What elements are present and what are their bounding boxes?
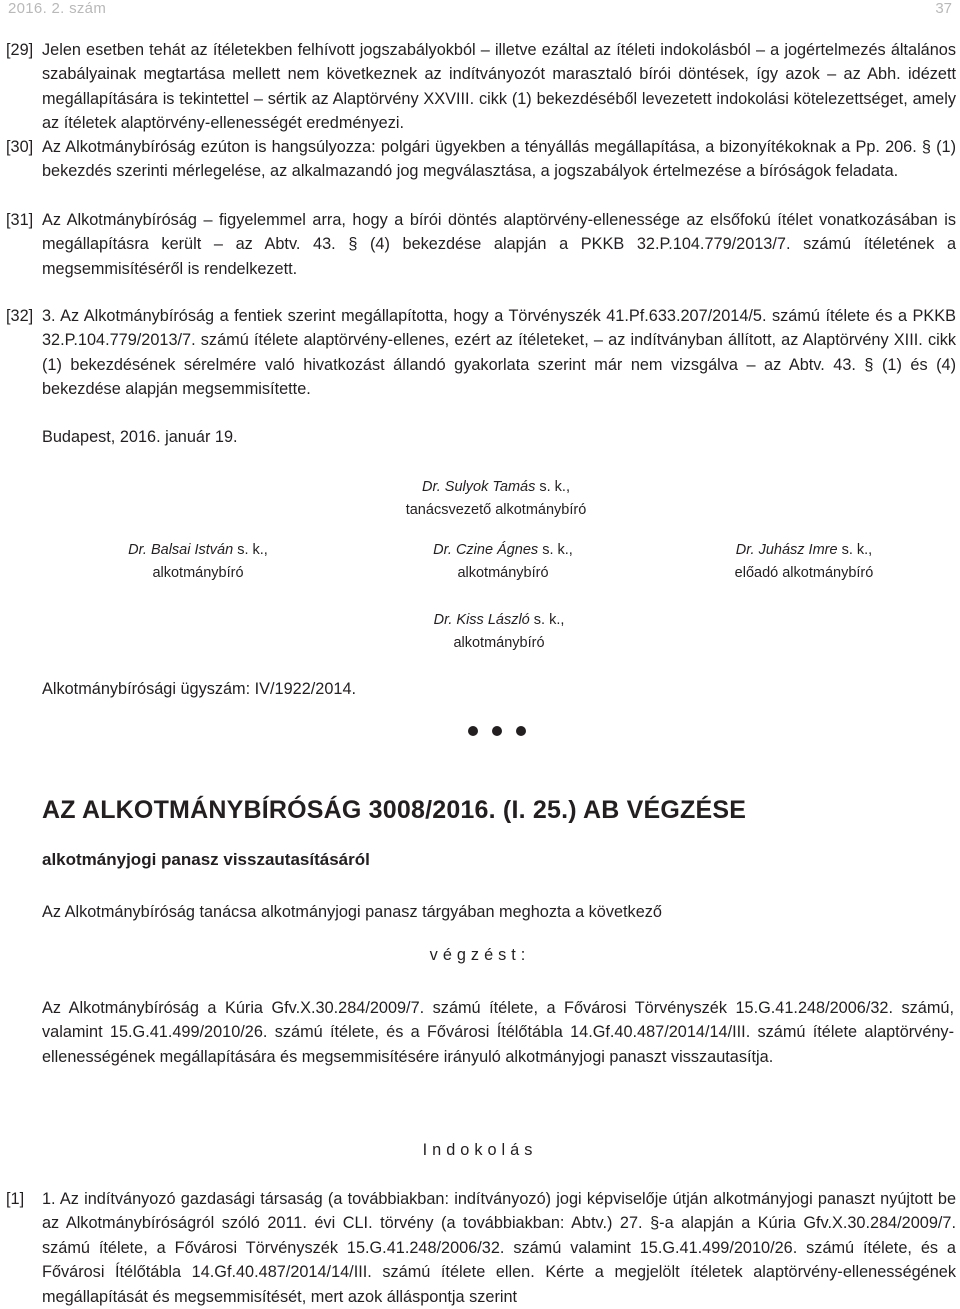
paragraph-number: [1] [6,1190,25,1208]
decision-intro: Az Alkotmánybíróság tanácsa alkotmányjogi panasz tárgyában meghozta a következő [42,903,662,921]
paragraph-text: Az Alkotmánybíróság ezúton is hangsúlyozza: polgári ügyekben a tényállás megállapítása, a bizonyítékoknak a Pp. 206. § (1) bekezdés szerinti mérlegelése, az alkalmazandó jog megválasztása, a jogszabályok értelmezése a bíróságok feladata. [42,138,956,181]
paragraph-text: Jelen esetben tehát az ítéletekben felhívott jogszabályokból – illetve ezáltal az ítéleti indokolásból – a jogértelmezés általános szabályainak megtartása mellett nem következnek az indítványozót marasztaló bírói döntések, így azok – az Abh. idézett megállapítására is tekintettel – sértik az Alaptörvény XXVIII. cikk (1) bekezdéséből levezetett indokolási kötelezettséget, amely az ítéletek alaptörvény-ellenességét eredményezi. [42,41,956,133]
issue-label: 2016. 2. szám [8,0,107,17]
signer-role: előadó alkotmánybíró [734,565,874,581]
separator-dot [516,726,526,736]
paragraph-text: 3. Az Alkotmánybíróság a fentiek szerint megállapította, hogy a Törvényszék 41.Pf.633.207/2014/5. számú ítélete és a PKKB 32.P.104.779/2013/7. számú ítélete alaptörvény-ellenes, ezért az ítéleteket, – az indítványban állított, az Alaptörvény XIII. cikk (1) bekezdésének sérelmére való hivatkozást állandó gyakorlata szerint már nem vizsgálva – az Abtv. 43. § (1) és (4) bekezdése alapján megsemmisítette. [42,307,956,399]
signer-name: Dr. Czine Ágnes [433,542,539,558]
paragraph-30 [6,135,956,184]
section-separator-dots [468,722,538,738]
signer-suffix: s. k., [538,542,573,558]
signer-name: Dr. Balsai István [128,542,234,558]
paragraph-number: [29] [6,41,34,59]
paragraph-31 [6,208,956,281]
page-header [0,0,960,22]
vegzes-heading: végzést: [429,946,531,964]
paragraph-text: Az Alkotmánybíróság – figyelemmel arra, hogy a bírói döntés alaptörvény-ellenessége az elsőfokú ítélet vonatkozásában is megállapításra került – az Abtv. 43. § (4) bekezdése alapján a PKKB 32.P.104.779/2013/7. számú ítéletének a megsemmisítéséről is rendelkezett. [42,211,956,278]
signer-name: Dr. Sulyok Tamás [421,479,536,495]
place-date: Budapest, 2016. január 19. [42,428,238,446]
signer-suffix: s. k., [233,542,268,558]
signature-left [68,539,328,585]
signer-suffix: s. k., [535,479,570,495]
paragraph-number: [31] [6,211,34,229]
case-number: Alkotmánybírósági ügyszám: IV/1922/2014. [42,680,357,698]
separator-dot [468,726,478,736]
signer-name: Dr. Juhász Imre [735,542,838,558]
signer-role: tanácsvezető alkotmánybíró [405,502,587,518]
indokolas-heading: Indokolás [422,1141,538,1159]
signer-role: alkotmánybíró [152,565,244,581]
paragraph-1 [6,1187,956,1309]
separator-dot [492,726,502,736]
signature-bottom [369,609,629,655]
page-number: 37 [935,0,952,17]
signer-suffix: s. k., [529,612,565,628]
paragraph-number: [32] [6,307,34,325]
decision-text: Az Alkotmánybíróság a Kúria Gfv.X.30.284/2009/7. számú ítélete, a Fővárosi Törvényszék 15.G.41.248/2006/32. számú, valamint 15.G.41.499/2010/26. számú ítélete, és a Fővárosi Ítélőtábla 14.Gf.40.487/2014/14/III. számú ítélete alaptörvény-ellenességének megállapítására és megsemmisítésére irányuló alkotmányjogi panaszt visszautasítja. [42,999,954,1066]
paragraph-text: 1. Az indítványozó gazdasági társaság (a továbbiakban: indítványozó) jogi képviselője útján alkotmányjogi panaszt nyújtott be az Alkotmánybíróságról szóló 2011. évi CLI. törvény (a továbbiakban: Abtv.) 27. §-a alapján a Kúria Gfv.X.30.284/2009/7. számú ítélete, a Fővárosi Törvényszék 15.G.41.248/2006/32. számú valamint 15.G.41.499/2010/26. számú ítélete, és a Fővárosi Ítélőtábla 14.Gf.40.487/2014/14/III. számú ítélete ellen. Kérte a megjelölt ítéletek alaptörvény-ellenességének megállapítását és megsemmisítését, mert azok álláspontja szerint [42,1190,956,1306]
signer-role: alkotmánybíró [457,565,549,581]
paragraph-number: [30] [6,138,34,156]
signer-role: alkotmánybíró [453,635,545,651]
paragraph-32 [6,304,956,402]
signature-chair [366,476,626,522]
signature-right [674,539,934,585]
signer-suffix: s. k., [837,542,873,558]
decision-title: AZ ALKOTMÁNYBÍRÓSÁG 3008/2016. (I. 25.) AB VÉGZÉSE [42,796,747,824]
paragraph-29 [6,38,956,136]
signature-middle [373,539,633,585]
decision-subtitle: alkotmányjogi panasz visszautasításáról [42,850,370,869]
signer-name: Dr. Kiss László [433,612,530,628]
